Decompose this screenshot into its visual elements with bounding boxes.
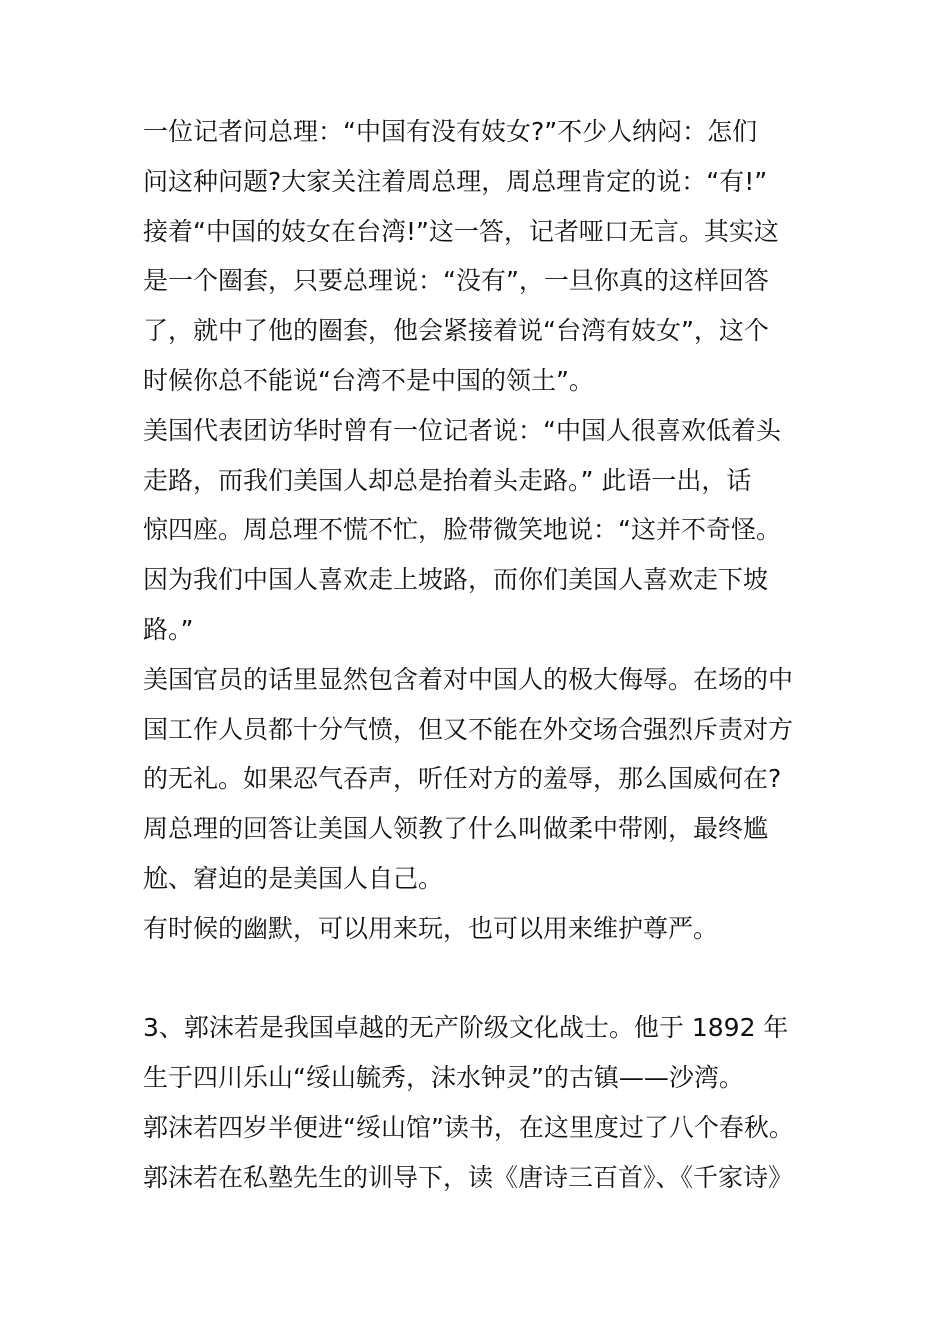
text-line: 周总理的回答让美国人领教了什么叫做柔中带刚，最终尴 [143,814,769,844]
text-line: 一位记者问总理：“中国有没有妓女?”不少人纳闷：怎们 [143,117,758,146]
text-line: 时候你总不能说“台湾不是中国的领土”。 [143,365,594,395]
text-line: 路。” [143,614,194,644]
text-line: 3、郭沫若是我国卓越的无产阶级文化战士。他于 1892 年 [143,1013,789,1043]
text-line: 国工作人员都十分气愤，但又不能在外交场合强烈斥责对方 [143,714,794,744]
text-line: 问这种问题?大家关注着周总理，周总理肯定的说：“有!” [143,166,768,196]
text-line: 美国代表团访华时曾有一位记者说：“中国人很喜欢低着头 [143,415,781,445]
text-line: 接着“中国的妓女在台湾!”这一答，记者哑口无言。其实这 [143,216,779,246]
text-line: 因为我们中国人喜欢走上坡路，而你们美国人喜欢走下坡 [143,565,769,595]
text-line: 郭沫若四岁半便进“绥山馆”读书，在这里度过了八个春秋。 [143,1112,794,1142]
text-line: 尬、窘迫的是美国人自己。 [143,863,444,893]
text-line: 郭沫若在私塾先生的训导下，读《唐诗三百首》、《千家诗》 [143,1162,794,1192]
text-line: 生于四川乐山“绥山毓秀，沫水钟灵”的古镇——沙湾。 [143,1063,744,1093]
text-line: 是一个圈套，只要总理说：“没有”，一旦你真的这样回答 [143,266,769,296]
paragraph-gap [143,954,813,1004]
text-line: 惊四座。周总理不慌不忙，脸带微笑地说：“这并不奇怪。 [143,515,781,545]
text-line: 美国官员的话里显然包含着对中国人的极大侮辱。在场的中 [143,664,794,694]
text-line: 走路，而我们美国人却总是抬着头走路。” 此语一出，话 [143,465,752,495]
text-line: 有时候的幽默，可以用来玩，也可以用来维护尊严。 [143,913,719,943]
document-body [143,107,813,1203]
text-line: 了，就中了他的圈套，他会紧接着说“台湾有妓女”，这个 [143,316,769,346]
text-line: 的无礼。如果忍气吞声，听任对方的羞辱，那么国威何在? [143,764,782,794]
